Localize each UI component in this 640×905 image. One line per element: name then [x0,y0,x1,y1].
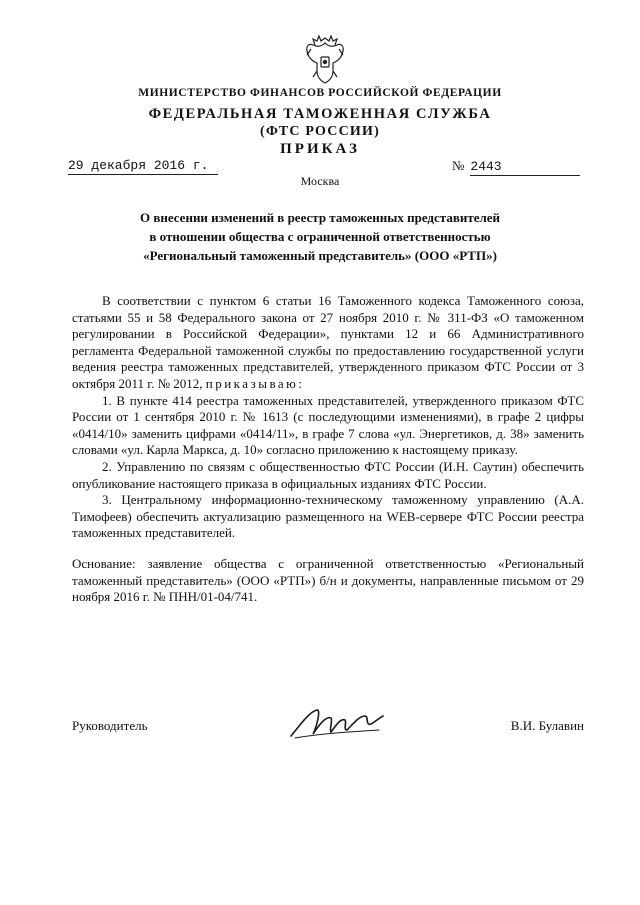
preamble-text: В соответствии с пунктом 6 статьи 16 Таможенного кодекса Таможенного союза, статьями 55 и 58 Федерального закона от 27 ноября 2010 г. № 311-ФЗ «О таможенном регулировании в Российской Федерации», пунктами 12 и 66 Административного регламента Федеральной таможенной службы по предоставлению государственной услуги ведения реестра таможенных представителей, утвержденного приказом ФТС России от 3 октября 2011 г. № 2012, [72,293,584,391]
double-headed-eagle-emblem-icon [303,33,347,85]
preamble-paragraph [72,293,584,393]
order-body [72,293,584,606]
order-number: 2443 [470,159,580,176]
order-item-3: 3. Центральному информационно-техническому таможенному управлению (А.А. Тимофеев) обеспечить актуализацию размещенного на WEB-сервере ФТС России реестра таможенных представителей. [72,492,584,541]
order-word: приказываю: [205,375,305,391]
handwritten-signature-icon [287,704,387,744]
document-type-heading: ПРИКАЗ [280,141,360,157]
order-subject [90,208,550,265]
signatory-title: Руководитель [72,718,148,733]
subject-line: «Региональный таможенный представитель» (ООО «РТП») [143,248,497,263]
ministry-heading: МИНИСТЕРСТВО ФИНАНСОВ РОССИЙСКОЙ ФЕДЕРАЦИИ [138,87,502,99]
number-sign: № [452,158,465,173]
basis-paragraph: Основание: заявление общества с ограниченной ответственностью «Региональный таможенный представитель» (ООО «РТП») б/н и документы, направленные письмом от 29 ноября 2016 г. № ПНН/01-04/741. [72,555,584,605]
order-city: Москва [300,174,340,188]
order-item-1: 1. В пункте 414 реестра таможенных представителей, утвержденного приказом ФТС России от 1 сентября 2010 г. № 1613 (с последующими изменениями), в графе 2 цифры «0414/10» заменить цифрами «0414/11», в графе 7 слова «ул. Энергетиков, д. 38» заменить словами «ул. Карла Маркса, д. 10» согласно приложению к настоящему приказу. [72,392,584,458]
signatory-name: В.И. Булавин [510,718,584,733]
order-date: 29 декабря 2016 г. [68,158,218,175]
subject-line: О внесении изменений в реестр таможенных представителей [139,210,501,225]
subject-line: в отношении общества с ограниченной ответственностью [149,229,491,244]
order-item-2: 2. Управлению по связям с общественностью ФТС России (И.Н. Саутин) обеспечить опубликование настоящего приказа в официальных изданиях ФТС России. [72,458,584,491]
service-short-heading: (ФТС РОССИИ) [260,124,380,139]
service-heading: ФЕДЕРАЛЬНАЯ ТАМОЖЕННАЯ СЛУЖБА [148,106,492,122]
